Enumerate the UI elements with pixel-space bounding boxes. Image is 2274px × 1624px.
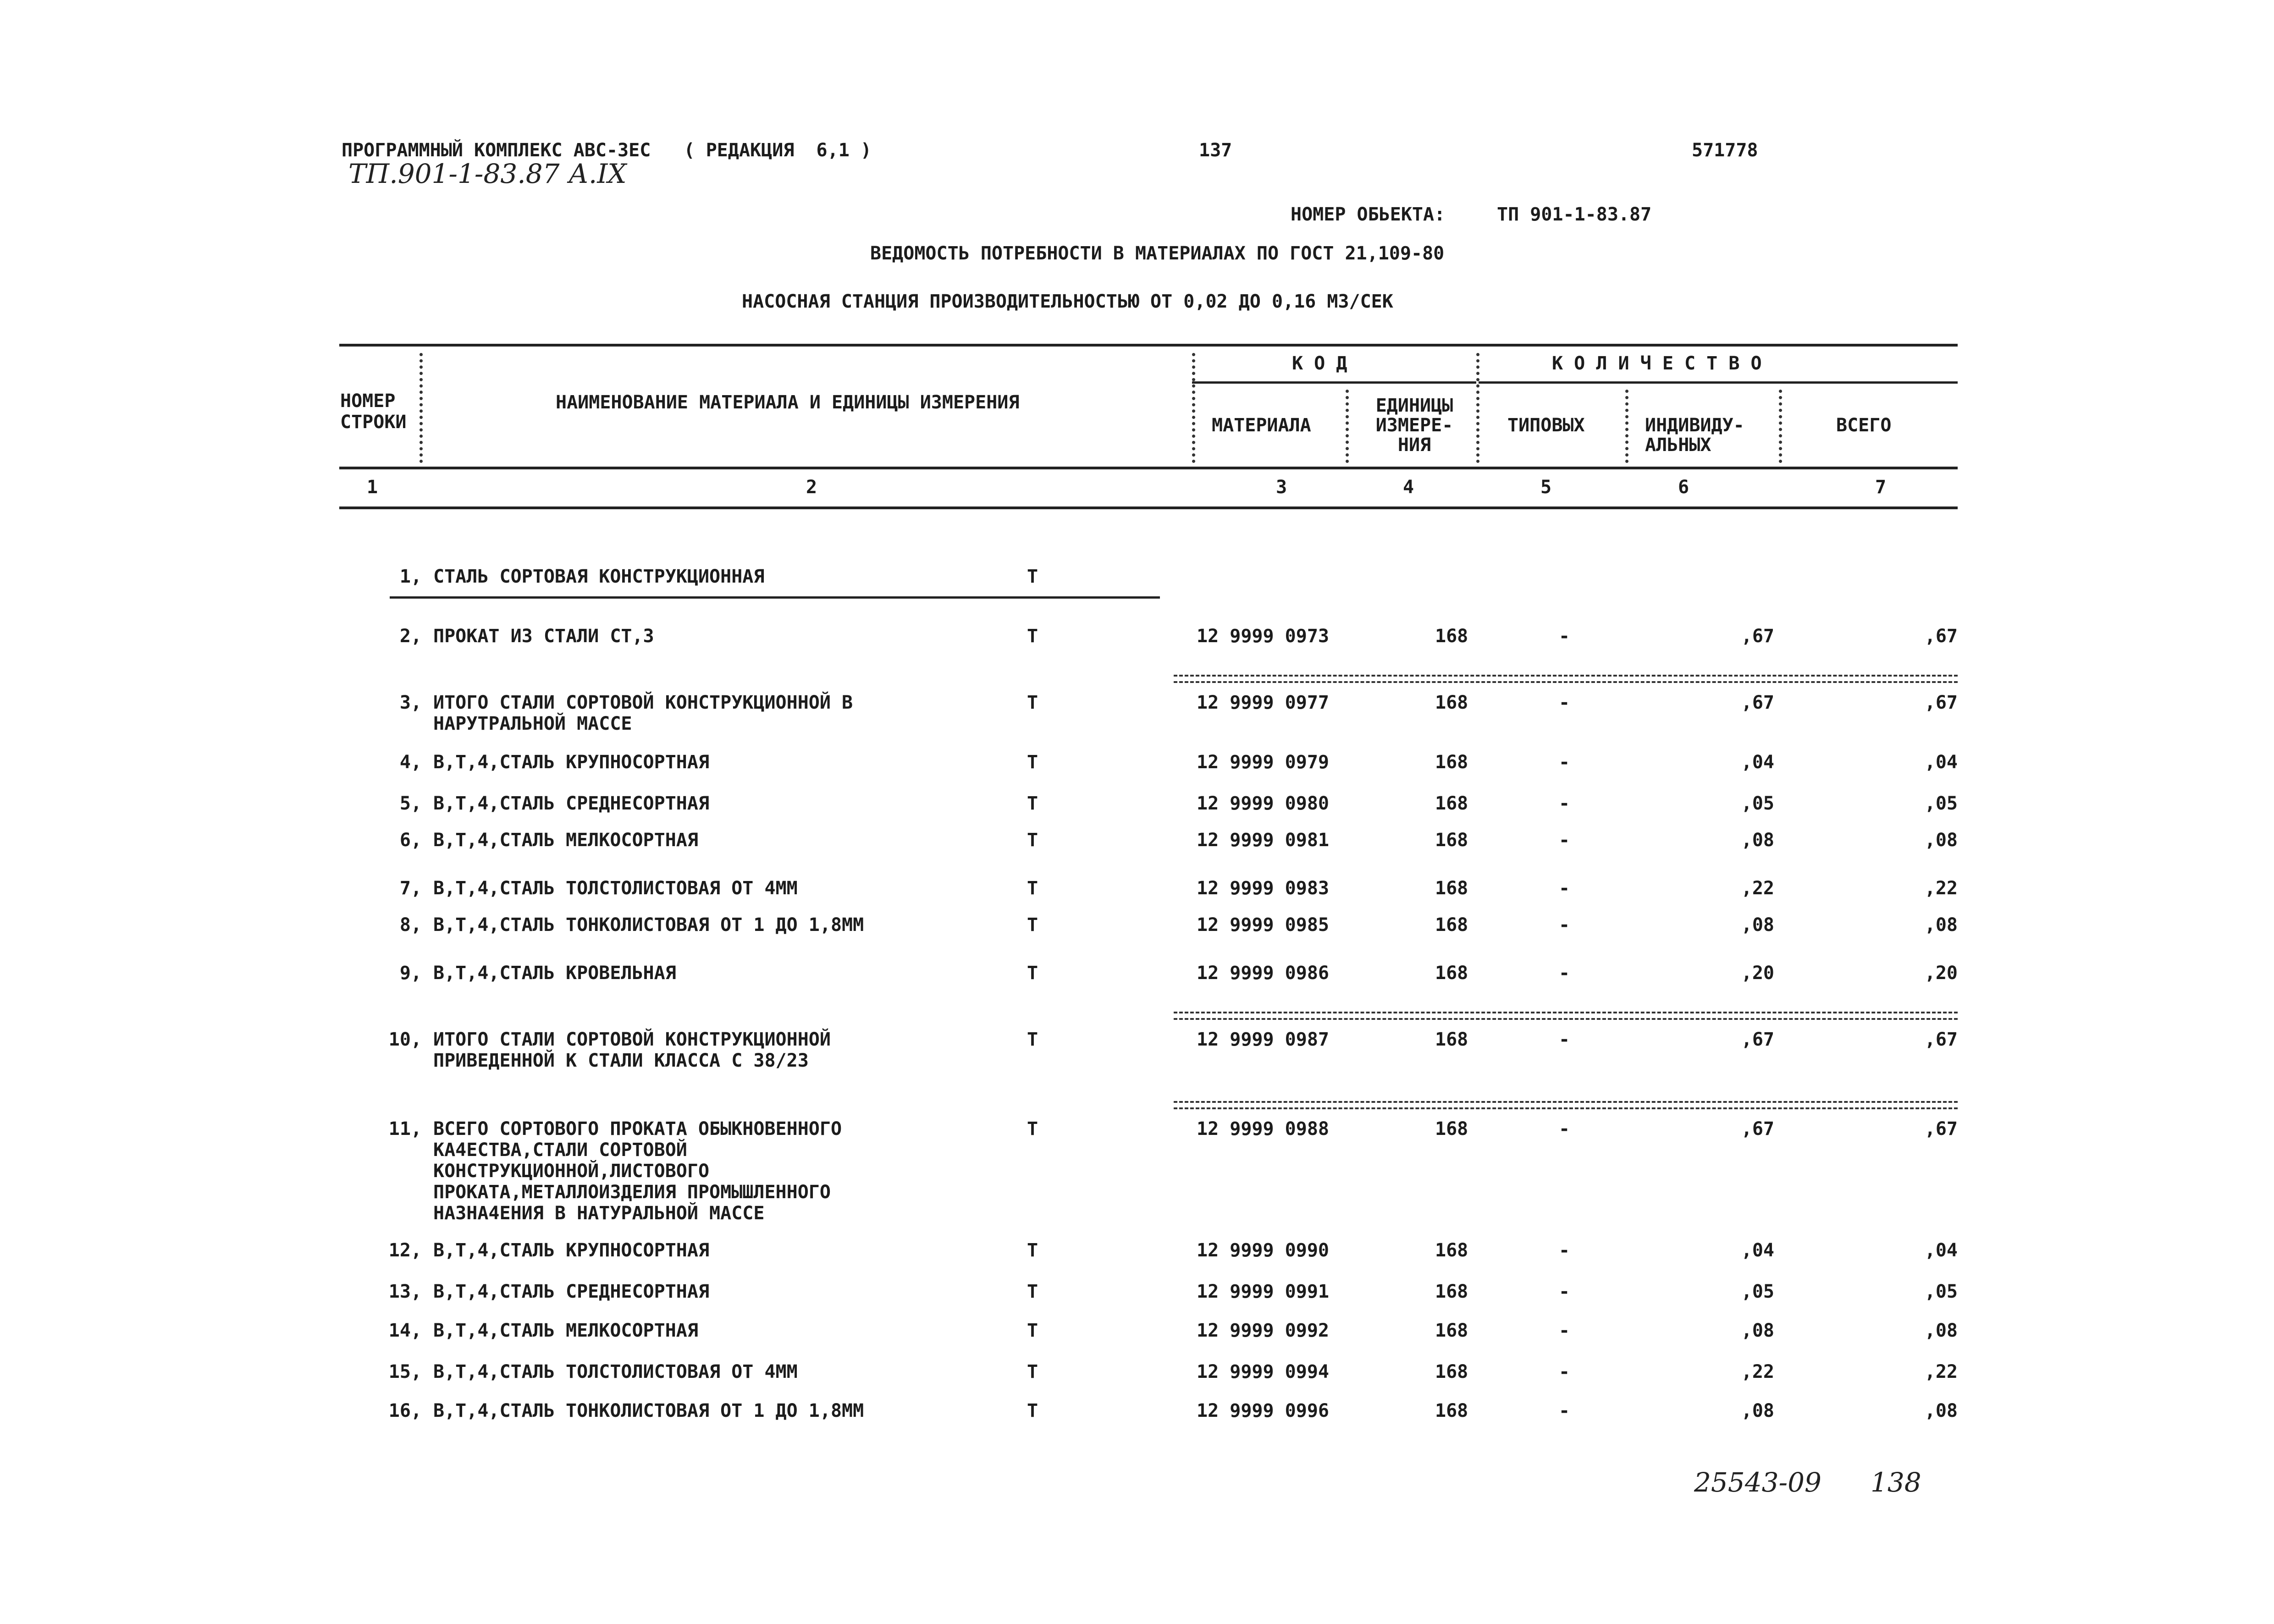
header-unit-code-1: ЕДИНИЦЫ [1375,395,1453,416]
unit-code: 168 [1435,878,1468,899]
material-code: 12 9999 0986 [1197,963,1329,984]
material-name-line: В,Т,4,СТАЛЬ СРЕДНЕСОРТНАЯ [433,793,710,814]
material-name-line: НАРУТРАЛЬНОЙ МАССЕ [433,713,632,734]
column-separator [1192,353,1195,463]
row-number: 7, [399,878,422,899]
material-code: 12 9999 0990 [1197,1240,1329,1261]
handwritten-inventory-number: 25543-09 [1694,1467,1821,1498]
total-quantity: ,08 [1924,1320,1958,1341]
unit-of-measure: Т [1027,626,1038,647]
material-name-line: ИТОГО СТАЛИ СОРТОВОЙ КОНСТРУКЦИОННОЙ [433,1029,831,1050]
individual-quantity: ,08 [1741,830,1774,851]
header-quantity-group: К О Л И Ч Е С Т В О [1552,353,1762,374]
individual-quantity: ,08 [1741,1400,1774,1421]
typical-quantity: - [1559,1118,1570,1140]
unit-code: 168 [1435,914,1468,936]
column-separator [1779,390,1782,463]
document-code: 571778 [1692,140,1758,161]
unit-code: 168 [1435,626,1468,647]
unit-of-measure: Т [1027,566,1038,587]
column-number-4: 4 [1403,477,1414,498]
header-code-group: К О Д [1292,353,1347,374]
material-code: 12 9999 0983 [1197,878,1329,899]
total-quantity: ,08 [1924,830,1958,851]
unit-of-measure: Т [1027,1118,1038,1140]
unit-of-measure: Т [1027,793,1038,814]
total-quantity: ,67 [1924,1118,1958,1140]
column-separator [1476,353,1479,463]
total-quantity: ,08 [1924,914,1958,936]
material-name-line: ПРИВЕДЕННОЙ К СТАЛИ КЛАССА С 38/23 [433,1050,809,1071]
column-separator [419,353,423,463]
header-unit-code-3: НИЯ [1397,435,1431,456]
header-total: ВСЕГО [1836,415,1892,436]
individual-quantity: ,22 [1741,1361,1774,1382]
material-code: 12 9999 0991 [1197,1281,1329,1302]
row-number: 1, [399,566,422,587]
typical-quantity: - [1559,878,1570,899]
column-number-5: 5 [1540,477,1552,498]
individual-quantity: ,67 [1741,1118,1774,1140]
header-material-code: МАТЕРИАЛА [1212,415,1311,436]
row-number: 2, [399,626,422,647]
material-name-line: В,Т,4,СТАЛЬ МЕЛКОСОРТНАЯ [433,830,698,851]
unit-of-measure: Т [1027,1361,1038,1382]
material-code: 12 9999 0979 [1197,752,1329,773]
program-name: ПРОГРАММНЫЙ КОМПЛЕКС АВС-3ЕС ( РЕДАКЦИЯ 6,1 ) [342,140,872,161]
column-number-2: 2 [806,477,817,498]
individual-quantity: ,67 [1741,626,1774,647]
column-separator [1346,390,1349,463]
column-separator [1625,390,1628,463]
document-subtitle: НАСОСНАЯ СТАНЦИЯ ПРОИЗВОДИТЕЛЬНОСТЬЮ ОТ 0,02 ДО 0,16 М3/СЕК [742,291,1393,312]
total-quantity: ,67 [1924,626,1958,647]
row-number: 3, [399,692,422,713]
unit-code: 168 [1435,1029,1468,1050]
unit-of-measure: Т [1027,1029,1038,1050]
individual-quantity: ,08 [1741,914,1774,936]
individual-quantity: ,04 [1741,1240,1774,1261]
column-number-3: 3 [1276,477,1287,498]
total-quantity: ,04 [1924,752,1958,773]
typical-quantity: - [1559,914,1570,936]
unit-of-measure: Т [1027,963,1038,984]
material-code: 12 9999 0973 [1197,626,1329,647]
row-number: 9, [399,963,422,984]
typical-quantity: - [1559,1281,1570,1302]
row-number: 11, [388,1118,422,1140]
material-name-line: КА4ЕСТВА,СТАЛИ СОРТОВОЙ [433,1140,687,1161]
total-quantity: ,22 [1924,1361,1958,1382]
row-number: 8, [399,914,422,936]
typical-quantity: - [1559,830,1570,851]
material-code: 12 9999 0987 [1197,1029,1329,1050]
handwritten-album-number: А.IX [568,158,627,189]
unit-of-measure: Т [1027,1320,1038,1341]
header-material-name: НАИМЕНОВАНИЕ МАТЕРИАЛА И ЕДИНИЦЫ ИЗМЕРЕНИЯ [556,392,1020,413]
column-number-bottom-rule [339,506,1958,509]
column-number-7: 7 [1875,477,1887,498]
individual-quantity: ,08 [1741,1320,1774,1341]
material-name-line: В,Т,4,СТАЛЬ ТОНКОЛИСТОВАЯ ОТ 1 ДО 1,8ММ [433,1400,864,1421]
material-name-line: ПРОКАТА,МЕТАЛЛОИЗДЕЛИЯ ПРОМЫШЛЕННОГО [433,1182,831,1203]
individual-quantity: ,04 [1741,752,1774,773]
column-number-6: 6 [1678,477,1689,498]
header-individual-2: АЛЬНЫХ [1645,435,1711,456]
typical-quantity: - [1559,1400,1570,1421]
material-name-line: В,Т,4,СТАЛЬ ТОЛСТОЛИСТОВАЯ ОТ 4ММ [433,878,798,899]
total-separator-rule [1174,1101,1958,1109]
unit-code: 168 [1435,830,1468,851]
material-name-line: НАЗНА4ЕНИЯ В НАТУРАЛЬНОЙ МАССЕ [433,1203,765,1224]
header-typical: ТИПОВЫХ [1507,415,1585,436]
unit-of-measure: Т [1027,1281,1038,1302]
material-name-line: В,Т,4,СТАЛЬ КРУПНОСОРТНАЯ [433,752,710,773]
table-top-rule [339,344,1958,347]
total-quantity: ,20 [1924,963,1958,984]
material-name-line: КОНСТРУКЦИОННОЙ,ЛИСТОВОГО [433,1161,710,1182]
unit-code: 168 [1435,1400,1468,1421]
total-quantity: ,22 [1924,878,1958,899]
unit-code: 168 [1435,752,1468,773]
material-code: 12 9999 0994 [1197,1361,1329,1382]
total-separator-rule [1174,675,1958,683]
unit-code: 168 [1435,1281,1468,1302]
total-quantity: ,05 [1924,793,1958,814]
unit-code: 168 [1435,1118,1468,1140]
unit-code: 168 [1435,1361,1468,1382]
row-number: 5, [399,793,422,814]
row-number: 6, [399,830,422,851]
section-underline [390,596,1160,599]
header-unit-code-2: ИЗМЕРЕ- [1375,415,1453,436]
object-number-label: НОМЕР ОБЬЕКТА: [1291,204,1446,225]
unit-of-measure: Т [1027,692,1038,713]
row-number: 16, [388,1400,422,1421]
individual-quantity: ,05 [1741,1281,1774,1302]
column-number-1: 1 [367,477,378,498]
material-name-line: ВСЕГО СОРТОВОГО ПРОКАТА ОБЫКНОВЕННОГО [433,1118,842,1140]
material-name-line: ПРОКАТ ИЗ СТАЛИ СТ,3 [433,626,654,647]
material-code: 12 9999 0980 [1197,793,1329,814]
row-number: 4, [399,752,422,773]
unit-code: 168 [1435,692,1468,713]
object-number-value: ТП 901-1-83.87 [1497,204,1652,225]
typical-quantity: - [1559,963,1570,984]
row-number: 14, [388,1320,422,1341]
typical-quantity: - [1559,692,1570,713]
header-individual-1: ИНДИВИДУ- [1645,415,1744,436]
header-bottom-rule [339,467,1958,469]
total-quantity: ,67 [1924,692,1958,713]
individual-quantity: ,67 [1741,692,1774,713]
header-row-number-2: СТРОКИ [340,412,407,433]
row-number: 10, [388,1029,422,1050]
typical-quantity: - [1559,1361,1570,1382]
unit-code: 168 [1435,793,1468,814]
handwritten-page-number: 138 [1871,1467,1921,1498]
individual-quantity: ,67 [1741,1029,1774,1050]
material-name-line: В,Т,4,СТАЛЬ СРЕДНЕСОРТНАЯ [433,1281,710,1302]
material-name-line: В,Т,4,СТАЛЬ КРУПНОСОРТНАЯ [433,1240,710,1261]
unit-code: 168 [1435,1240,1468,1261]
unit-of-measure: Т [1027,830,1038,851]
unit-of-measure: Т [1027,1400,1038,1421]
individual-quantity: ,05 [1741,793,1774,814]
total-separator-rule [1174,1012,1958,1020]
material-name-line: В,Т,4,СТАЛЬ ТОЛСТОЛИСТОВАЯ ОТ 4ММ [433,1361,798,1382]
total-quantity: ,67 [1924,1029,1958,1050]
unit-code: 168 [1435,963,1468,984]
individual-quantity: ,22 [1741,878,1774,899]
qty-group-rule [1479,381,1958,384]
material-code: 12 9999 0988 [1197,1118,1329,1140]
total-quantity: ,04 [1924,1240,1958,1261]
material-code: 12 9999 0992 [1197,1320,1329,1341]
material-code: 12 9999 0985 [1197,914,1329,936]
total-quantity: ,05 [1924,1281,1958,1302]
header-row-number-1: НОМЕР [340,391,396,412]
row-number: 12, [388,1240,422,1261]
typical-quantity: - [1559,793,1570,814]
material-code: 12 9999 0981 [1197,830,1329,851]
total-quantity: ,08 [1924,1400,1958,1421]
unit-code: 168 [1435,1320,1468,1341]
unit-of-measure: Т [1027,878,1038,899]
typical-quantity: - [1559,1029,1570,1050]
individual-quantity: ,20 [1741,963,1774,984]
handwritten-project-ref: ТП.901-1-83.87 [348,158,560,189]
typical-quantity: - [1559,1240,1570,1261]
material-name-line: В,Т,4,СТАЛЬ КРОВЕЛЬНАЯ [433,963,676,984]
material-code: 12 9999 0977 [1197,692,1329,713]
material-name-line: В,Т,4,СТАЛЬ ТОНКОЛИСТОВАЯ ОТ 1 ДО 1,8ММ [433,914,864,936]
unit-of-measure: Т [1027,914,1038,936]
typical-quantity: - [1559,1320,1570,1341]
unit-of-measure: Т [1027,752,1038,773]
material-code: 12 9999 0996 [1197,1400,1329,1421]
typical-quantity: - [1559,626,1570,647]
page-number: 137 [1199,140,1232,161]
material-name-line: СТАЛЬ СОРТОВАЯ КОНСТРУКЦИОННАЯ [433,566,765,587]
row-number: 15, [388,1361,422,1382]
row-number: 13, [388,1281,422,1302]
code-group-rule [1192,381,1476,384]
unit-of-measure: Т [1027,1240,1038,1261]
material-name-line: В,Т,4,СТАЛЬ МЕЛКОСОРТНАЯ [433,1320,698,1341]
document-title: ВЕДОМОСТЬ ПОТРЕБНОСТИ В МАТЕРИАЛАХ ПО ГОСТ 21,109-80 [870,243,1445,264]
typical-quantity: - [1559,752,1570,773]
material-name-line: ИТОГО СТАЛИ СОРТОВОЙ КОНСТРУКЦИОННОЙ В [433,692,853,713]
